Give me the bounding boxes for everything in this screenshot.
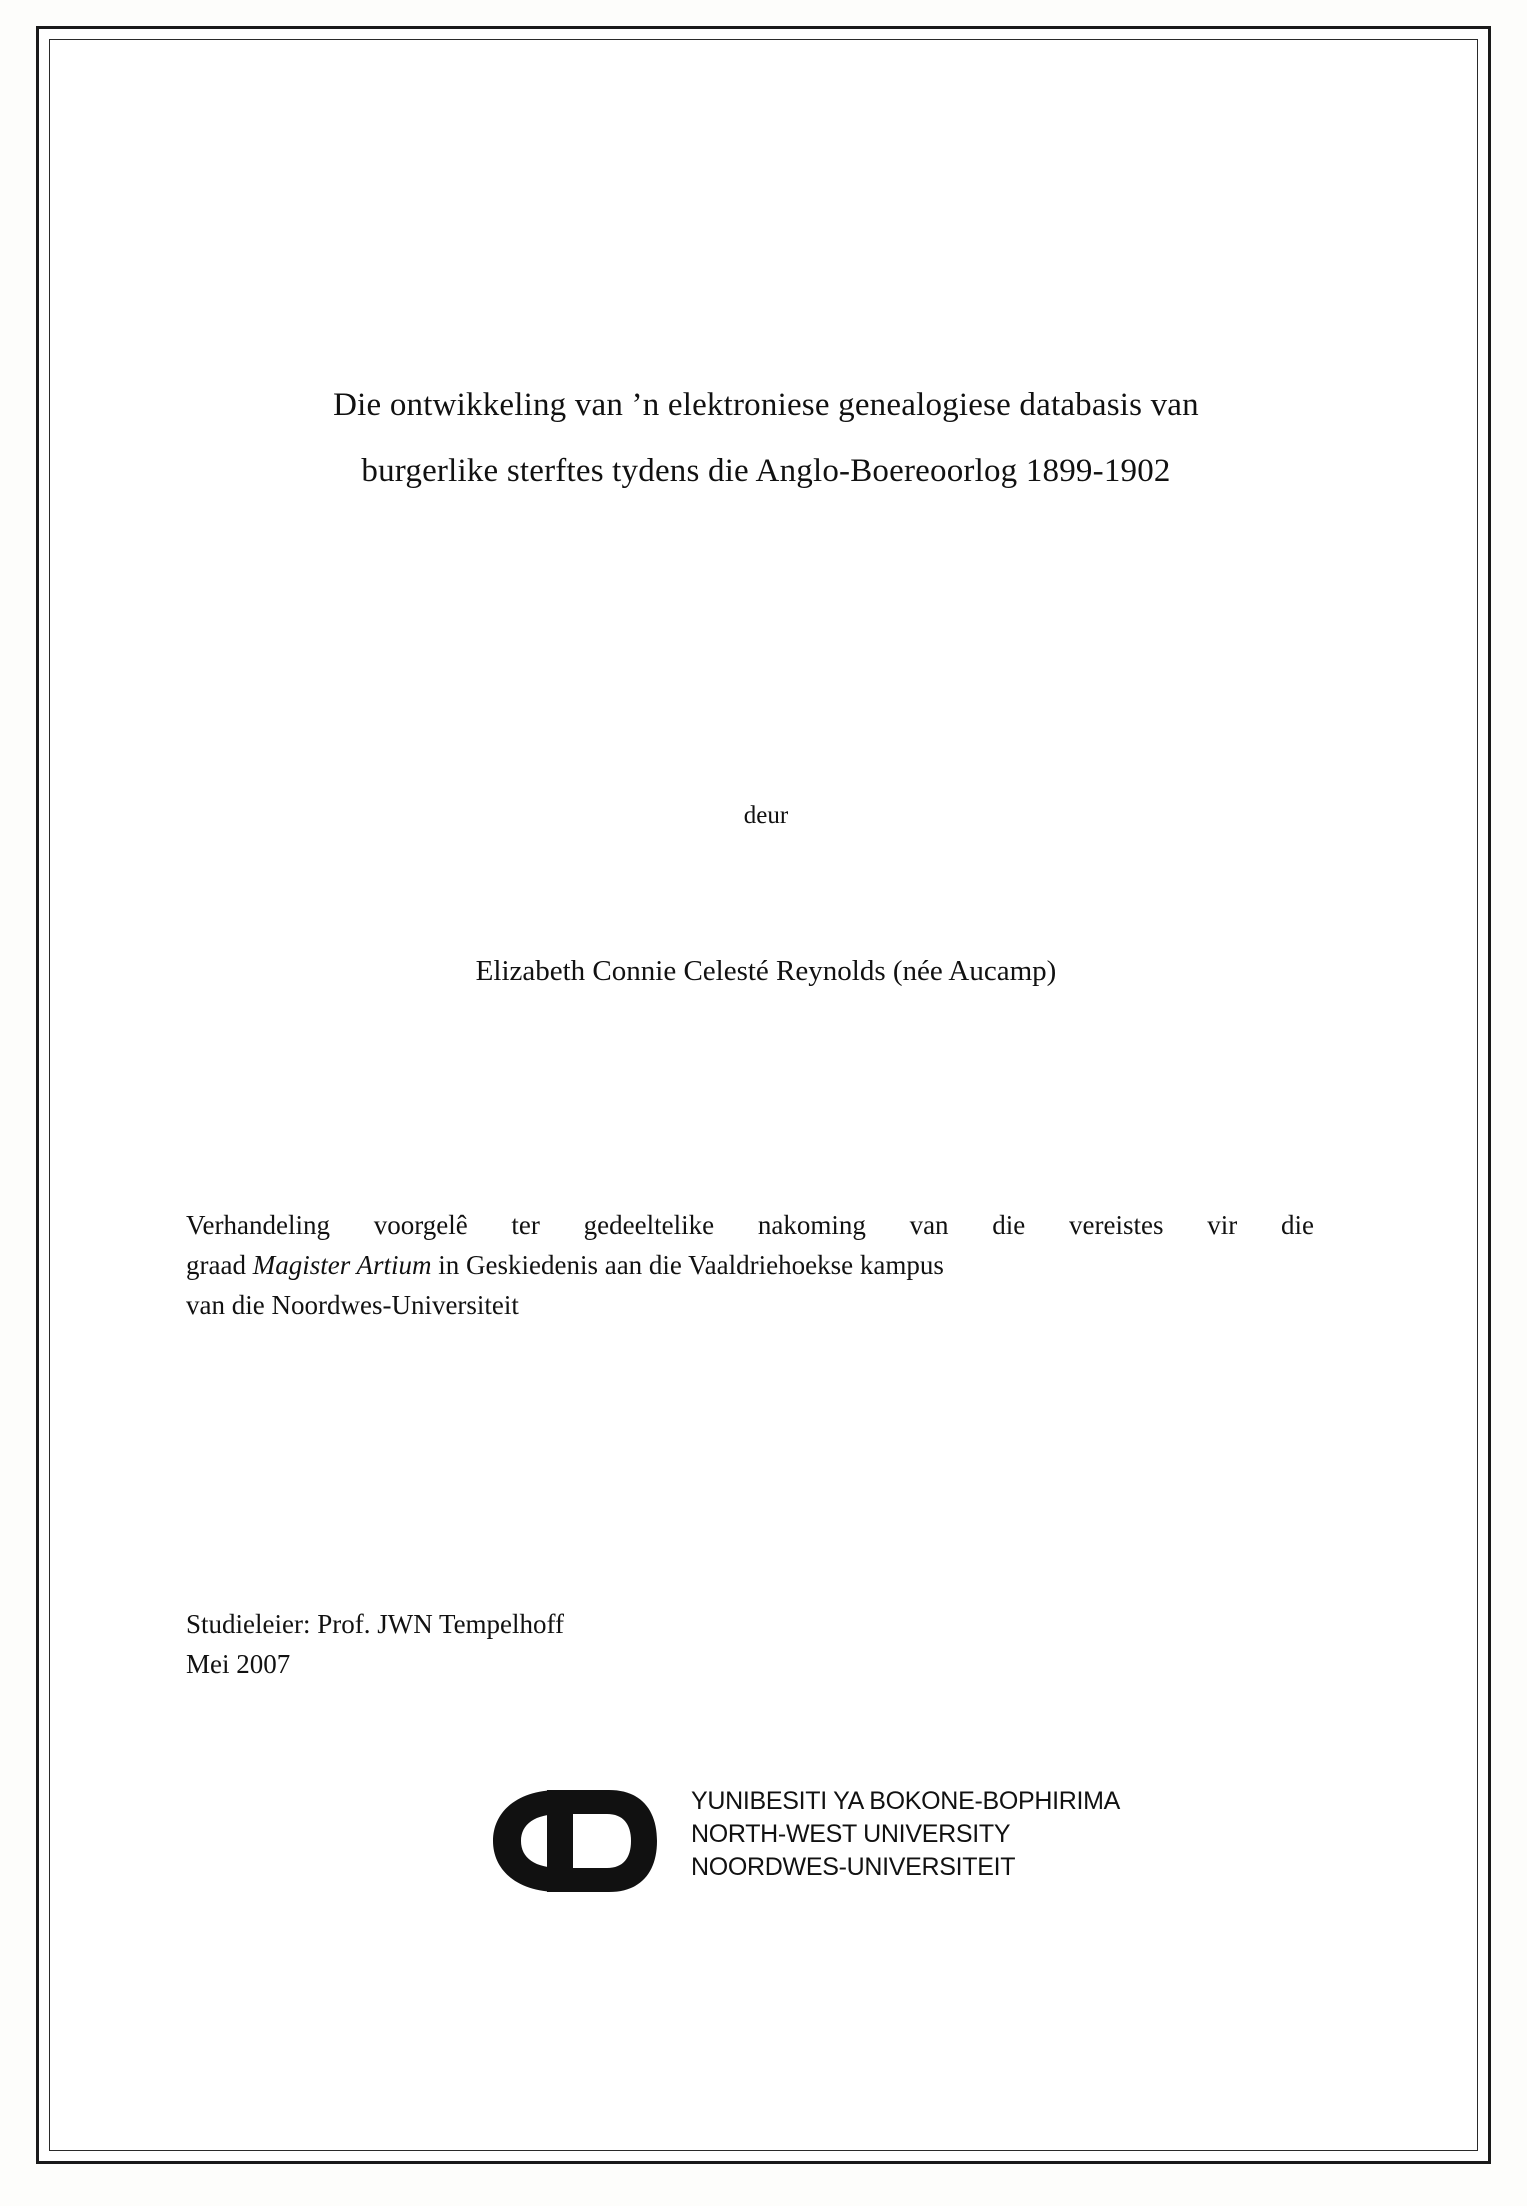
degree-statement-line-1: Verhandeling voorgelê ter gedeeltelike nakoming van die vereistes vir die (186, 1210, 1314, 1240)
page-title (186, 372, 1346, 504)
logo-text-line-1: YUNIBESITI YA BOKONE-BOPHIRIMA (691, 1787, 1121, 1815)
logo-text-line-2: NORTH-WEST UNIVERSITY (691, 1820, 1011, 1848)
author-name: Elizabeth Connie Celesté Reynolds (née Aucamp) (475, 955, 1057, 987)
date-line: Mei 2007 (186, 1649, 291, 1679)
degree-statement (186, 1205, 1314, 1325)
nwu-logo-icon (481, 1782, 681, 1900)
title-line-1: Die ontwikkeling van ’n elektroniese genealogiese databasis van (333, 387, 1199, 423)
supervisor-block (186, 1604, 1314, 1684)
by-label: deur (743, 802, 789, 829)
degree-statement-line-3: van die Noordwes-Universiteit (186, 1290, 519, 1320)
university-logo (186, 1777, 1346, 1907)
degree-statement-line-2 (186, 1245, 1314, 1285)
title-page-content (186, 0, 1346, 2206)
supervisor-line: Studieleier: Prof. JWN Tempelhoff (186, 1609, 565, 1639)
degree-name-italic: Magister Artium (252, 1250, 432, 1280)
degree-statement-line-2-suffix: in Geskiedenis aan die Vaaldriehoekse kampus (431, 1250, 944, 1280)
university-logo-text (691, 1785, 1120, 1884)
degree-statement-line-2-prefix: graad (186, 1250, 253, 1280)
logo-text-line-3: NOORDWES-UNIVERSITEIT (691, 1853, 1016, 1881)
title-line-2: burgerlike sterftes tydens die Anglo-Boereoorlog 1899-1902 (361, 453, 1171, 489)
